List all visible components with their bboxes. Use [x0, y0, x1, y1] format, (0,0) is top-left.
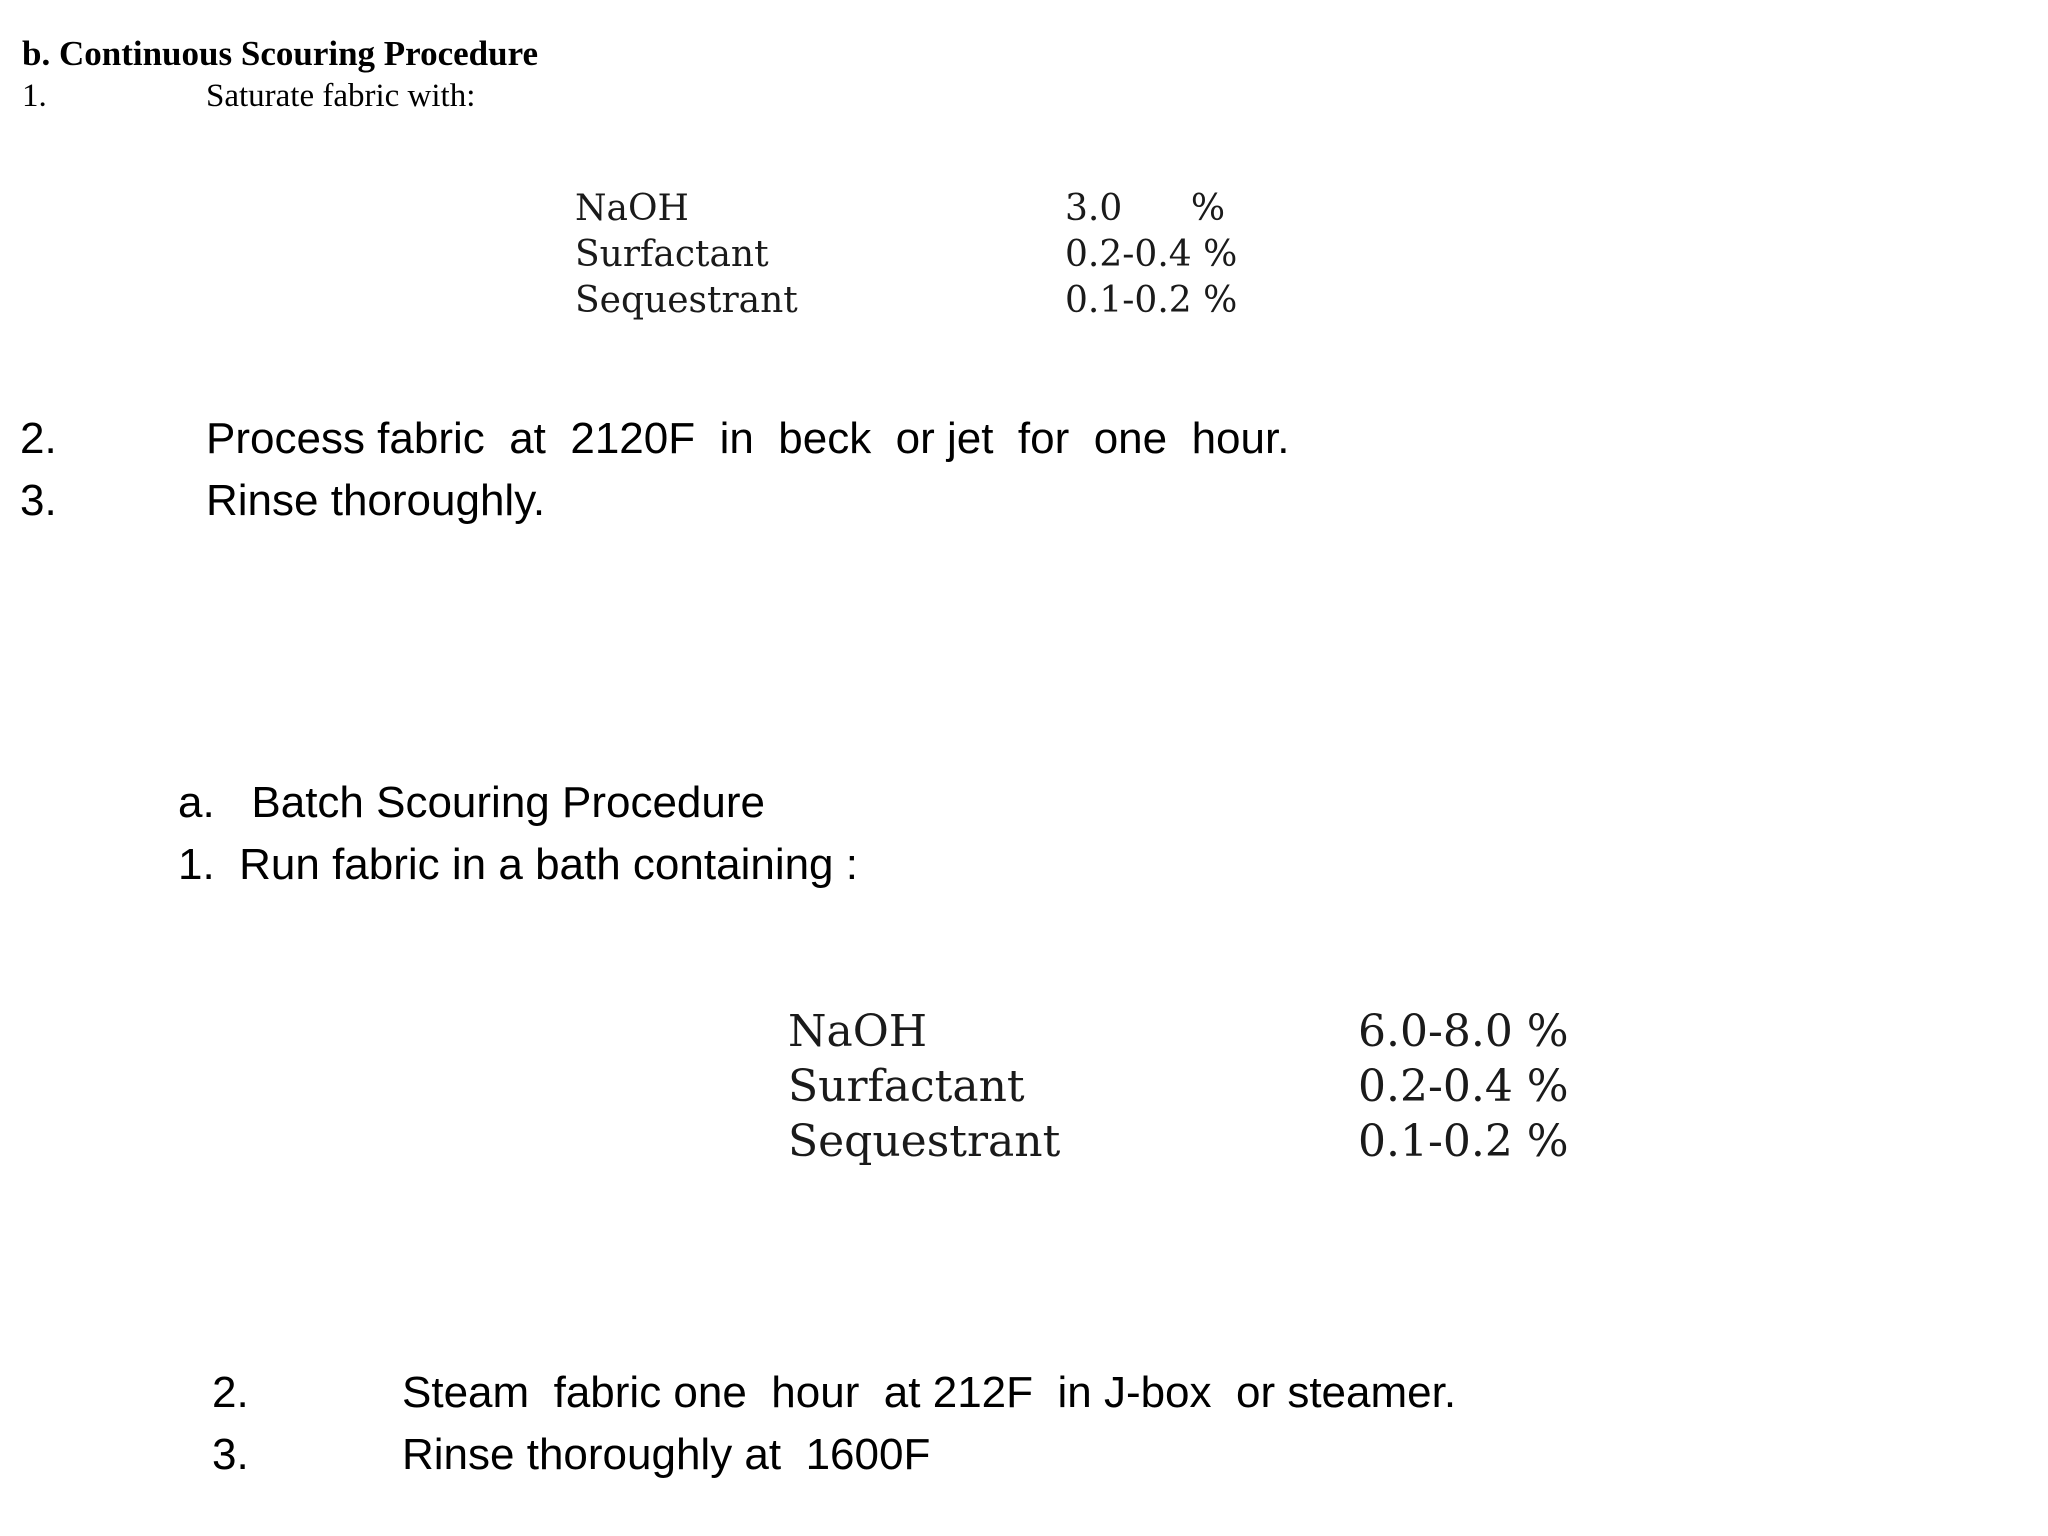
batch-procedure-title: a. Batch Scouring Procedure [178, 778, 765, 827]
batch-step3-number: 3. [212, 1430, 249, 1479]
chemical-name: NaOH [788, 1006, 928, 1057]
chemical-amount: 0.2-0.4 % [1358, 1061, 1569, 1112]
continuous-step1-text: Saturate fabric with: [206, 78, 476, 114]
chemical-amount: 0.2-0.4 % [1065, 234, 1238, 275]
continuous-step1-number: 1. [22, 78, 47, 114]
continuous-chemicals-table [575, 188, 1275, 338]
chemical-amount: 0.1-0.2 % [1065, 280, 1238, 321]
continuous-step3-number: 3. [20, 476, 57, 525]
batch-step2-text: Steam fabric one hour at 212F in J-box or steamer. [402, 1368, 1457, 1417]
chemical-amount: 3.0 % [1065, 188, 1226, 229]
chemical-name: Surfactant [575, 234, 769, 275]
chemical-name: Sequestrant [788, 1116, 1061, 1167]
batch-step2-number: 2. [212, 1368, 249, 1417]
chemical-name: Sequestrant [575, 280, 798, 321]
continuous-step2-text: Process fabric at 2120F in beck or jet for one hour. [206, 414, 1290, 463]
continuous-step2-number: 2. [20, 414, 57, 463]
batch-chemicals-table [788, 1006, 1688, 1176]
continuous-procedure-title: b. Continuous Scouring Procedure [22, 34, 539, 73]
chemical-name: NaOH [575, 188, 689, 229]
batch-step1-text: 1. Run fabric in a bath containing : [178, 840, 858, 889]
chemical-amount: 6.0-8.0 % [1358, 1006, 1569, 1057]
batch-step3-text: Rinse thoroughly at 1600F [402, 1430, 931, 1479]
continuous-step3-text: Rinse thoroughly. [206, 476, 546, 525]
chemical-amount: 0.1-0.2 % [1358, 1116, 1569, 1167]
chemical-name: Surfactant [788, 1061, 1025, 1112]
